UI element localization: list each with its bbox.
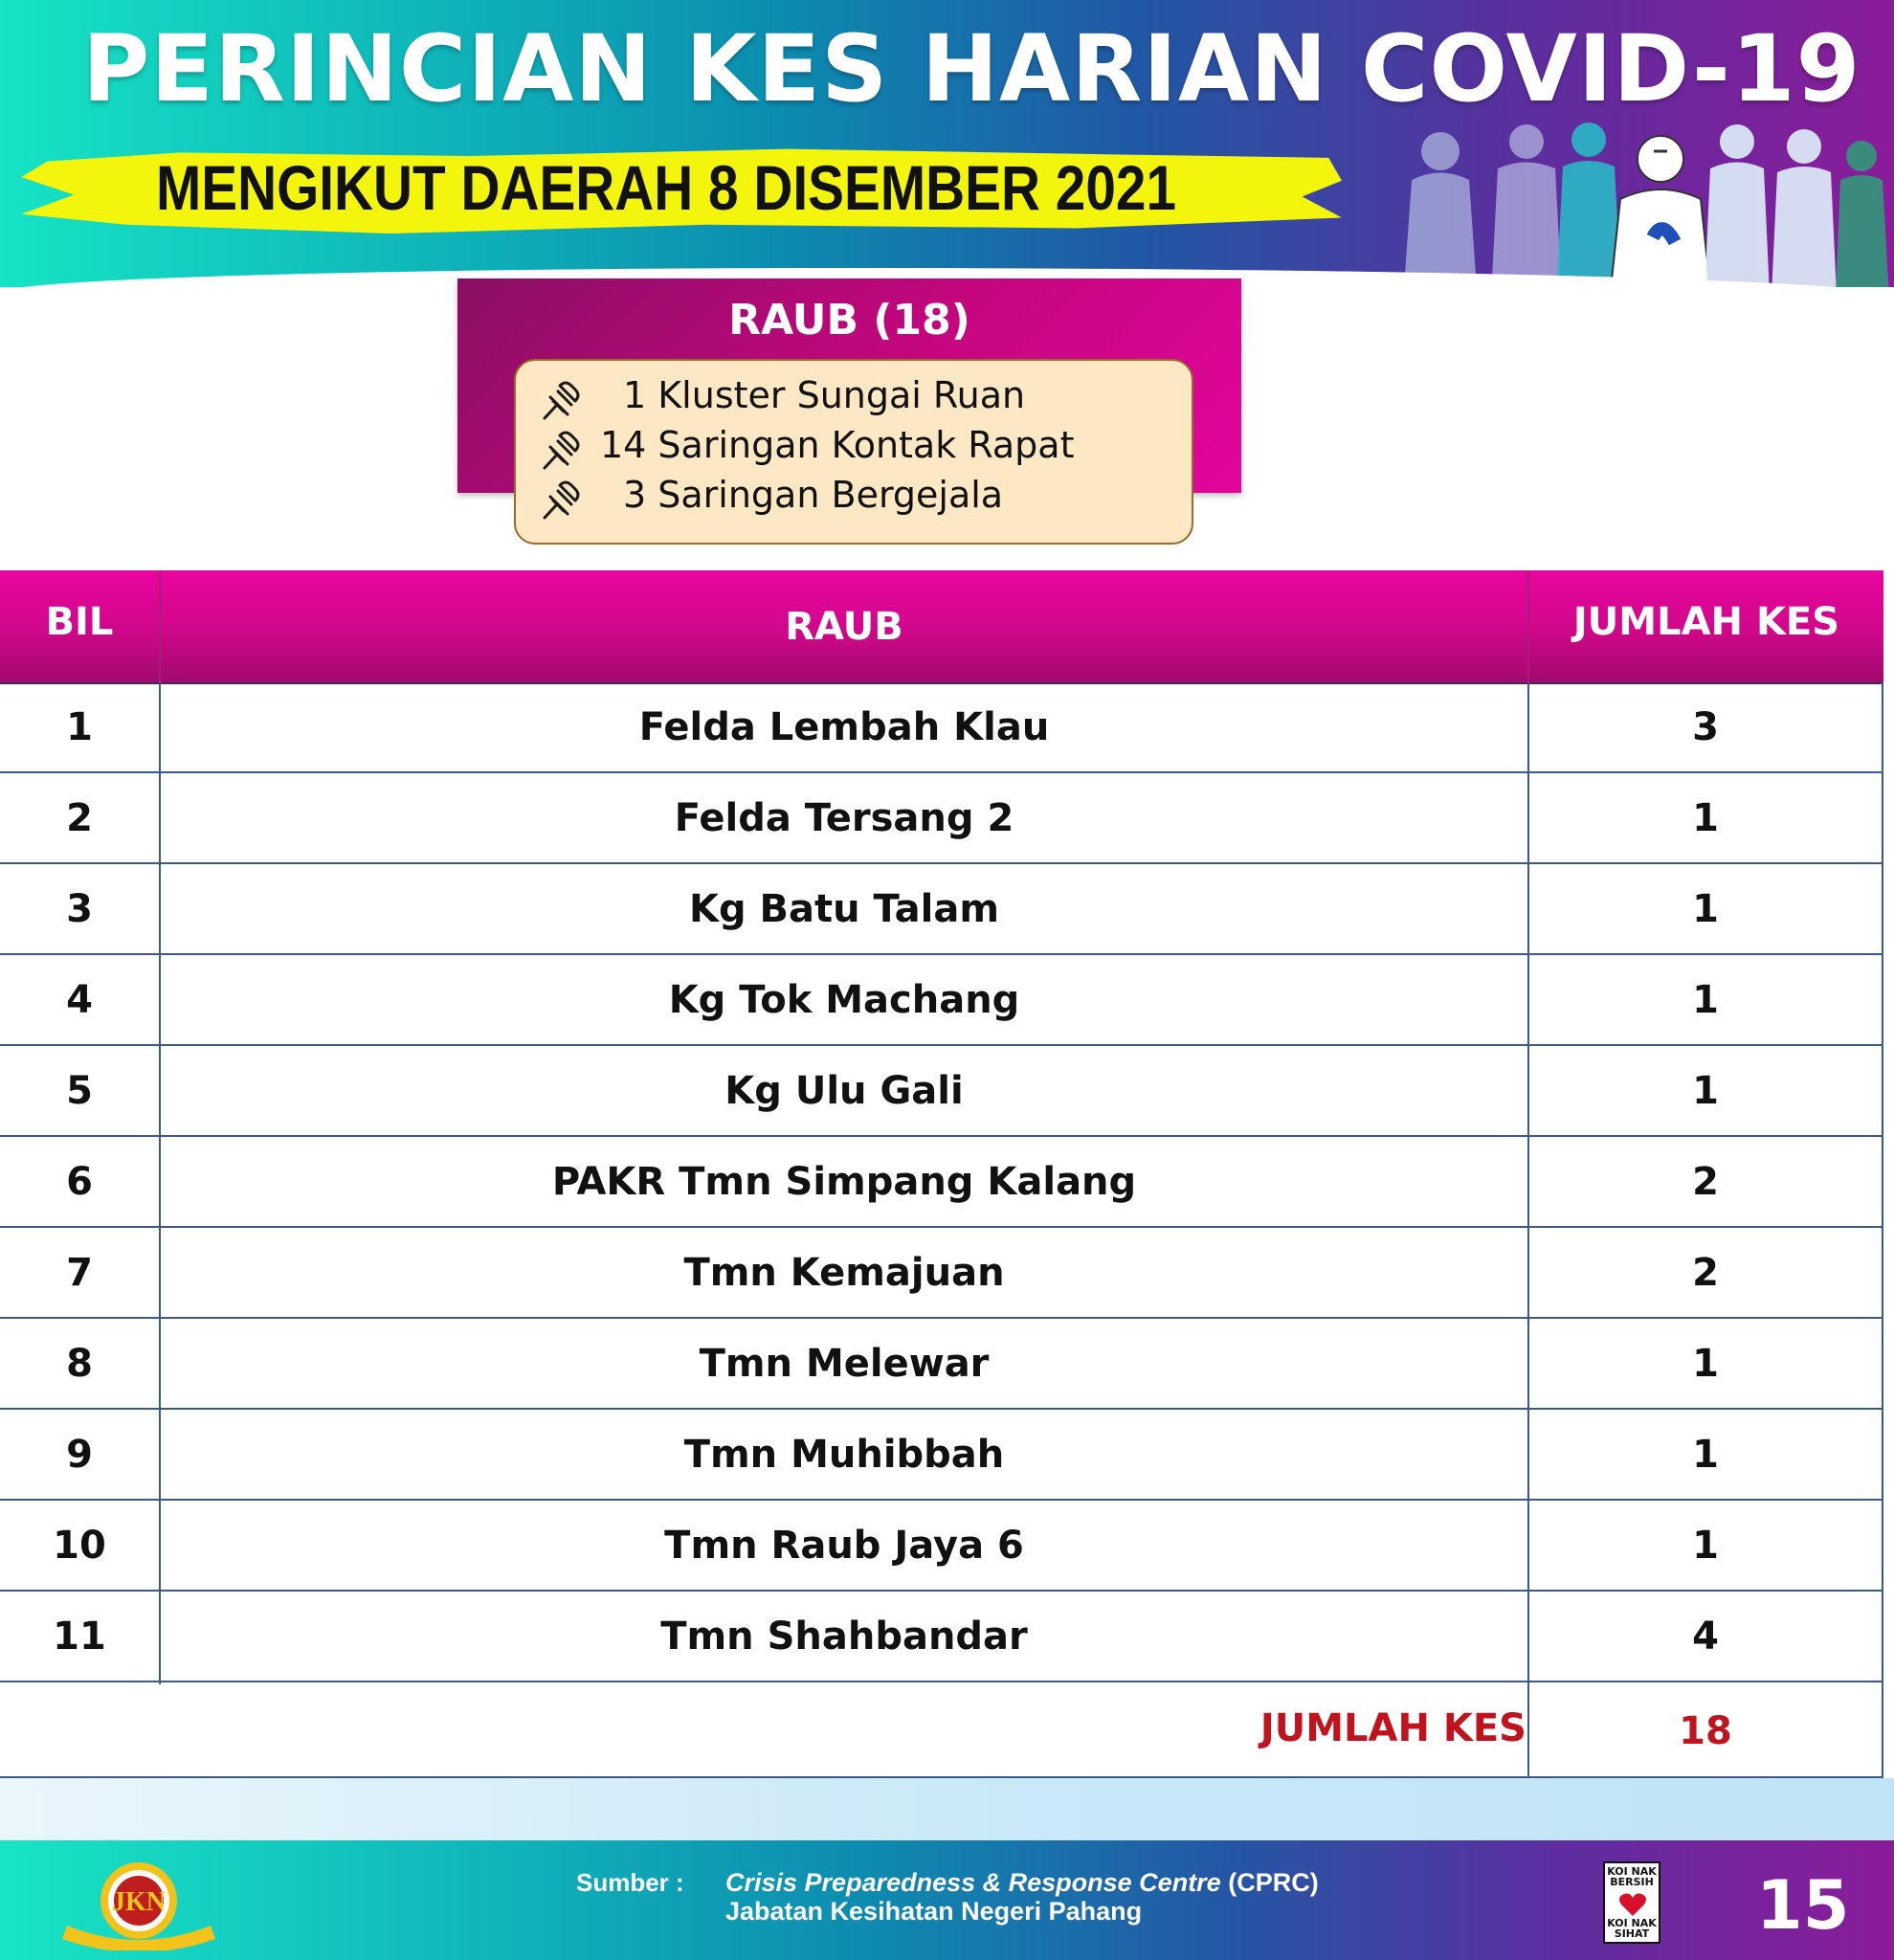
- koi-badge-top-text: KOI NAK BERSIH: [1607, 1865, 1657, 1888]
- koi-nak-sihat-badge: [1603, 1861, 1660, 1944]
- table-row: [0, 682, 1882, 773]
- cases-table: [0, 682, 1883, 1778]
- row-location: Tmn Shahbandar: [660, 1615, 1028, 1659]
- summary-item-label: 3 Saringan Bergejala: [623, 474, 1004, 516]
- jkn-logo: [57, 1859, 220, 1950]
- table-row: [0, 1319, 1882, 1410]
- source-label: Sumber :: [576, 1868, 684, 1897]
- row-location: PAKR Tmn Simpang Kalang: [551, 1160, 1137, 1204]
- row-number: 2: [66, 796, 93, 840]
- column-header-bil: BIL: [45, 600, 114, 644]
- summary-item: [516, 374, 1192, 424]
- row-cases: 2: [1692, 1160, 1719, 1204]
- table-row: [0, 1592, 1882, 1682]
- row-location: Felda Tersang 2: [674, 796, 1014, 840]
- summary-breakdown-list: [514, 359, 1193, 545]
- table-row: [0, 1228, 1882, 1319]
- row-number: 10: [53, 1524, 106, 1568]
- row-number: 8: [66, 1342, 93, 1386]
- summary-item: [516, 474, 1192, 523]
- health-workers-illustration: [1383, 113, 1894, 287]
- summary-item-label: 14 Saringan Kontak Rapat: [600, 424, 1075, 466]
- table-row: [0, 864, 1882, 955]
- row-cases: 1: [1692, 1433, 1719, 1477]
- row-number: 11: [53, 1615, 106, 1659]
- source-department: Jabatan Kesihatan Negeri Pahang: [725, 1897, 1143, 1926]
- summary-item: [516, 424, 1192, 474]
- table-row: [0, 1501, 1882, 1592]
- row-cases: 3: [1692, 705, 1719, 749]
- total-value: 18: [1679, 1709, 1732, 1753]
- table-row: [0, 773, 1882, 864]
- table-row: [0, 955, 1882, 1046]
- row-number: 1: [66, 705, 93, 749]
- table-header: [0, 570, 1883, 684]
- row-number: 6: [66, 1160, 93, 1204]
- row-cases: 1: [1692, 1342, 1719, 1386]
- page-subtitle: MENGIKUT DAERAH 8 DISEMBER 2021: [156, 152, 1177, 223]
- page-number: 15: [1756, 1866, 1850, 1945]
- column-header-location: RAUB: [785, 605, 903, 649]
- row-number: 5: [66, 1069, 93, 1113]
- row-location: Tmn Kemajuan: [683, 1251, 1005, 1295]
- row-number: 7: [66, 1251, 93, 1295]
- row-location: Kg Batu Talam: [688, 887, 1000, 931]
- table-row: [0, 1046, 1882, 1137]
- bottom-band: [0, 1778, 1894, 1840]
- row-cases: 1: [1692, 796, 1719, 840]
- row-cases: 4: [1692, 1615, 1719, 1659]
- total-label: JUMLAH KES: [1259, 1706, 1526, 1750]
- row-location: Tmn Raub Jaya 6: [664, 1524, 1024, 1568]
- row-cases: 1: [1692, 1069, 1719, 1113]
- row-cases: 2: [1692, 1251, 1719, 1295]
- table-row: [0, 1410, 1882, 1501]
- heart-icon: [1618, 1892, 1647, 1917]
- jkn-logo-text: JKN: [112, 1887, 166, 1917]
- total-row: [0, 1682, 1882, 1778]
- row-number: 3: [66, 887, 93, 931]
- row-cases: 1: [1692, 978, 1719, 1022]
- table-row: [0, 1137, 1882, 1228]
- row-number: 9: [66, 1433, 93, 1477]
- summary-item-label: 1 Kluster Sungai Ruan: [623, 374, 1026, 416]
- row-cases: 1: [1692, 1524, 1719, 1568]
- row-location: Tmn Melewar: [699, 1342, 990, 1386]
- row-cases: 1: [1692, 887, 1719, 931]
- pushpin-icon: [537, 376, 585, 422]
- source-org-name: Crisis Preparedness & Response Centre: [725, 1868, 1221, 1897]
- row-location: Kg Tok Machang: [668, 978, 1020, 1022]
- row-location: Felda Lembah Klau: [638, 705, 1050, 749]
- district-summary-title: RAUB (18): [728, 296, 970, 345]
- row-location: Kg Ulu Gali: [724, 1069, 964, 1113]
- pushpin-icon: [537, 476, 585, 522]
- source-org-abbr: (CPRC): [1228, 1868, 1319, 1897]
- page-title: PERINCIAN KES HARIAN COVID-19: [82, 15, 1861, 122]
- koi-badge-bottom-text: KOI NAK SIHAT: [1607, 1917, 1657, 1940]
- row-number: 4: [66, 978, 93, 1022]
- row-location: Tmn Muhibbah: [683, 1433, 1005, 1477]
- column-header-cases: JUMLAH KES: [1572, 600, 1840, 644]
- header-banner: [0, 0, 1894, 287]
- source-organisation: [725, 1868, 1319, 1898]
- pushpin-icon: [537, 426, 585, 472]
